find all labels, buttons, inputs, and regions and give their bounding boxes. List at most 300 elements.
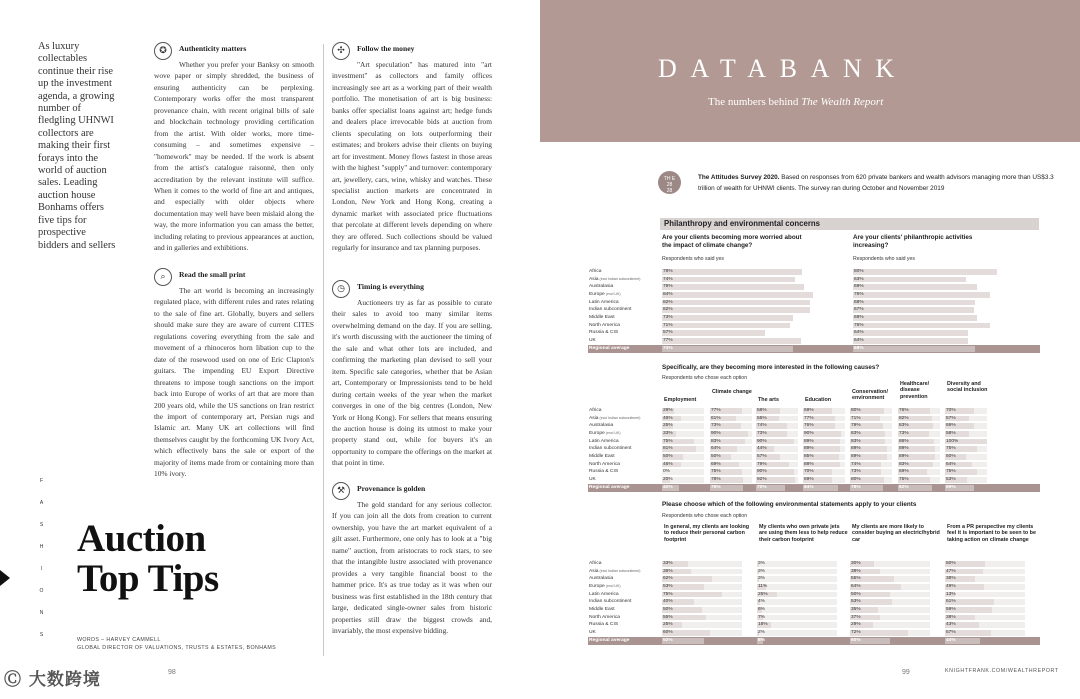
region-label	[589, 422, 613, 430]
cause-header: Education	[805, 397, 832, 403]
bar-value: 69%	[804, 477, 814, 483]
bar	[662, 338, 801, 344]
ribbon-icon: ✪	[154, 42, 172, 60]
bar-value: 55%	[663, 614, 673, 620]
cause-header: The arts	[758, 397, 779, 403]
page-title	[77, 519, 219, 599]
region-label	[589, 560, 602, 568]
bar-value: 69%	[899, 469, 909, 475]
bar-value: 3%	[758, 568, 765, 574]
average-value: 44%	[946, 638, 956, 644]
region-name: Asia	[589, 568, 599, 574]
average-value: 40%	[663, 485, 673, 491]
region-name: Middle East	[589, 607, 615, 613]
bar-value: 81%	[663, 446, 673, 452]
bar-value: 53%	[663, 584, 673, 590]
hammer-icon: ⚒	[332, 482, 350, 500]
bar-track	[757, 576, 837, 582]
region-label	[589, 430, 621, 438]
region-label	[589, 322, 620, 330]
bar-value: 30%	[851, 561, 861, 566]
bar	[853, 330, 968, 336]
bar-value: 70%	[804, 469, 814, 475]
tip-body: The gold standard for any serious collector. If you can join all the dots from creation to current ownership, you have the art market equivalent of a gilt asset. Furthermore, one only has to look at a "big name" auction, from aristocrats to rock stars, to see that the intangible lustre associated with provenance provides a very tangible financial boost to the hammer price. It's as true today as it was when our business was first established in the 18th century that large, dedicated single-owner sales from historic properties still draw the biggest crowds and, invariably, the most expensive bidding.	[332, 500, 492, 635]
column-divider	[323, 44, 324, 656]
section-label: F A S H I O N S	[39, 478, 45, 638]
bar-value: 37%	[851, 614, 861, 620]
region-label	[589, 614, 620, 622]
tip-timing	[332, 282, 492, 469]
section-header: Philanthropy and environmental concerns	[660, 218, 1039, 230]
average-value: 78%	[851, 485, 861, 491]
average-value: 50%	[851, 638, 861, 644]
region-label	[589, 306, 631, 314]
bar-value: 75%	[946, 446, 956, 452]
bar-value: 80%	[851, 477, 861, 483]
bar-value: 78%	[711, 477, 721, 483]
region-name: Europe	[589, 584, 605, 590]
bar-value: 73%	[851, 469, 861, 475]
bar-value: 69%	[854, 315, 864, 321]
bar-value: 86%	[899, 438, 909, 444]
tip-authenticity	[154, 44, 314, 254]
region-note: (excl Indian subcontinent)	[598, 568, 641, 573]
question-climate: Are your clients becoming more worried about the impact of climate change?	[662, 234, 802, 250]
bar-value: 64%	[946, 461, 956, 467]
banner-title: DATABANK	[658, 54, 908, 83]
credit-author: WORDS – HARVEY CAMMELL	[77, 637, 161, 643]
region-note: (excl Indian subcontinent)	[598, 415, 641, 420]
region-name: North America	[589, 322, 620, 328]
bar-value: 77%	[711, 408, 721, 413]
bar-value: 73%	[663, 315, 673, 321]
bar-value: 25%	[663, 622, 673, 628]
region-label	[589, 575, 613, 583]
region-name: Asia	[589, 276, 599, 282]
bar-value: 76%	[899, 408, 909, 413]
subtitle-plain: The numbers behind	[708, 96, 802, 108]
bar-value: 75%	[899, 477, 909, 483]
bar-value: 79%	[757, 461, 767, 467]
bar-value: 7%	[758, 614, 765, 620]
bar-value: 50%	[711, 454, 721, 460]
bar-value: 92%	[757, 477, 767, 483]
tip-title: Provenance is golden	[357, 484, 426, 493]
bar-value: 40%	[663, 599, 673, 605]
magnifier-icon: ⌕	[154, 268, 172, 286]
survey-text: Based on responses from 620 private bankers and wealth advisors managing more than US$3.3 trillion of wealth for UHNWI clients. The survey ran during October and November 2019	[698, 174, 1054, 192]
bar-value: 64%	[851, 584, 861, 590]
question-sub: Respondents who said yes	[662, 256, 724, 262]
cause-header: Healthcare/ disease prevention	[900, 381, 930, 400]
average-value: 78%	[711, 485, 721, 491]
region-label	[589, 629, 596, 637]
average-value: 73%	[663, 346, 673, 352]
bar-value: 75%	[946, 469, 956, 475]
right-page	[540, 0, 1080, 699]
bar-value: 64%	[854, 338, 864, 344]
average-label: Regional average	[589, 485, 630, 491]
bar-value: 89%	[851, 446, 861, 452]
bar-value: 83%	[851, 431, 861, 437]
bar-track	[757, 599, 837, 605]
bar	[853, 284, 977, 290]
bar-value: 46%	[663, 415, 673, 421]
bar-value: 58%	[757, 408, 767, 413]
compass-icon: ✣	[332, 42, 350, 60]
bar	[853, 269, 997, 275]
bar-value: 74%	[663, 276, 673, 282]
bar-value: 60%	[663, 630, 673, 636]
bar	[662, 330, 765, 336]
stopwatch-icon: ◷	[332, 280, 350, 298]
bar-value: 69%	[711, 461, 721, 467]
average-bar	[853, 346, 975, 352]
bar	[853, 338, 968, 344]
bar-value: 75%	[663, 438, 673, 444]
tip-body: The art world is becoming an increasingly regulated place, with different rules and rates relating to the sale of fine art. Globally, buyers and sellers should make sure they are aware of current CITES regulations covering everything from the sale and movement of a rhinoceros horn libation cup to the date of the rosewood used on one of Eric Clapton's guitars. The impending EU Export Directive threatens to impose tough sanctions on the import back into Europe of works of art that are more than 200 years old, while the US sanctions on Iran restrict the import of contemporary art, Persian rugs and Islamic art. Many UK art collections will find themselves caught by the forthcoming UK Ivory Act, which effectively bans the sale or export of the majority of items made from or containing more than 10% ivory.	[154, 286, 314, 479]
question-philanthropy: Are your clients' philanthropic activities increasing?	[853, 234, 973, 250]
watermark: Ⓒ 大数跨境	[4, 670, 101, 690]
bar-value: 63%	[854, 276, 864, 282]
region-name: Africa	[589, 561, 602, 566]
question-sub: Respondents who said yes	[853, 256, 915, 262]
bar-value: 83%	[899, 461, 909, 467]
region-name: Indian subcontinent	[589, 307, 632, 313]
bar-value: 79%	[851, 423, 861, 429]
bar-value: 89%	[851, 454, 861, 460]
bar-value: 82%	[899, 415, 909, 421]
survey-title: The Attitudes Survey 2020.	[698, 174, 780, 181]
bar-value: 38%	[946, 576, 956, 582]
bar-value: 55%	[851, 576, 861, 582]
tip-body: "Art speculation" has matured into "art investment" as collectors and family offices increasingly see art as a working part of their wealth portfolio. The monetisation of art is big business: banks offer specialist loans against art; hedge funds and dealers place irrevocable bids at auction from clients speculating on lots outperforming their estimates; and brokers advise their clients on buying art for investment. Money flows fastest in those areas with the highest "supply" and turnover: contemporary art, jewellery, cars, wine, whisky and watches. These specialist auction markets are concentrated in London, New York and Hong Kong, creating a dynamic market with associated price fluctuations that percolate at different levels depending on where they are offered. Such collections should be valued regularly for insurance and tax planning purposes.	[332, 60, 492, 253]
bar-value: 57%	[663, 330, 673, 336]
region-name: Australasia	[589, 284, 614, 290]
bar-value: 18%	[758, 622, 768, 628]
bar-value: 90%	[757, 438, 767, 444]
bar	[662, 277, 795, 283]
bar-value: 33%	[663, 431, 673, 437]
bar-value: 6%	[758, 607, 765, 613]
bar-value: 57%	[946, 415, 956, 421]
bar-value: 74%	[851, 461, 861, 467]
bar-value: 89%	[804, 438, 814, 444]
bar-value: 29%	[663, 408, 673, 413]
region-label	[589, 568, 640, 576]
region-name: UK	[589, 630, 596, 636]
region-name: Asia	[589, 415, 599, 421]
bar-value: 58%	[946, 431, 956, 437]
statement-header: From a PR perspective my clients feel it is important to be seen to be taking action on climate change	[947, 524, 1036, 543]
region-label	[589, 329, 618, 337]
bar-value: 38%	[851, 568, 861, 574]
bar-value: 83%	[711, 438, 721, 444]
banner-subtitle	[708, 96, 883, 108]
region-name: Latin America	[589, 591, 619, 597]
bar-value: 62%	[663, 576, 673, 582]
bar-value: 77%	[804, 415, 814, 421]
bar-track	[945, 592, 1025, 598]
credit	[77, 636, 276, 652]
bar-value: 50%	[851, 591, 861, 597]
bar-value: 73%	[757, 431, 767, 437]
region-label	[589, 591, 619, 599]
bar-value: 3%	[758, 561, 765, 566]
bar-value: 73%	[711, 423, 721, 429]
bar-value: 71%	[851, 415, 861, 421]
bar-value: 89%	[899, 454, 909, 460]
region-label	[589, 415, 640, 423]
bar-value: 76%	[804, 423, 814, 429]
bar-track	[757, 584, 837, 590]
region-label	[589, 606, 615, 614]
bar	[662, 284, 804, 290]
region-name: Australasia	[589, 423, 614, 429]
tip-title: Authenticity matters	[179, 44, 247, 53]
tip-small-print	[154, 270, 314, 480]
bar	[853, 300, 975, 306]
bar	[853, 307, 974, 313]
region-name: Europe	[589, 292, 605, 298]
region-label	[589, 453, 615, 461]
question-sub: Respondents who chose each option	[662, 513, 748, 519]
cause-header: Conservation/ environment	[852, 389, 888, 402]
bar-value: 76%	[854, 322, 864, 328]
bar-value: 38%	[946, 614, 956, 620]
average-value: 82%	[899, 485, 909, 491]
statement-header: My clients who own private jets are using them less to help reduce their carbon footprint	[759, 524, 848, 543]
average-value: 8%	[758, 638, 765, 644]
page-number: 99	[902, 669, 910, 676]
bar	[662, 300, 810, 306]
region-label	[589, 438, 619, 446]
bar-value: 53%	[851, 599, 861, 605]
cause-header: Diversity and social inclusion	[947, 381, 988, 394]
survey-description	[698, 173, 1068, 194]
region-label	[589, 583, 621, 591]
bar-value: 69%	[854, 284, 864, 290]
bar-value: 59%	[946, 607, 956, 613]
region-name: Russia & CIS	[589, 469, 619, 475]
average-value: 52%	[663, 638, 673, 644]
region-name: Russia & CIS	[589, 330, 619, 336]
region-label	[589, 468, 618, 476]
region-label	[589, 283, 613, 291]
region-name: Russia & CIS	[589, 622, 619, 628]
region-name: North America	[589, 461, 620, 467]
bar	[853, 315, 977, 321]
bar	[662, 315, 793, 321]
title-line: Auction	[77, 517, 206, 560]
bar-value: 84%	[663, 292, 673, 298]
region-note: (excl UK)	[604, 584, 621, 589]
question-sub: Respondents who chose each option	[662, 375, 748, 381]
bar-value: 69%	[946, 423, 956, 429]
credit-role: GLOBAL DIRECTOR OF VALUATIONS, TRUSTS & ESTATES, BONHAMS	[77, 645, 277, 651]
tip-title: Follow the money	[357, 44, 415, 53]
region-name: Latin America	[589, 438, 619, 444]
bar-value: 89%	[804, 446, 814, 452]
bar-value: 82%	[663, 299, 673, 305]
bar-value: 25%	[663, 423, 673, 429]
bar-value: 53%	[946, 477, 956, 483]
bar-value: 61%	[711, 415, 721, 421]
bar-value: 25%	[758, 591, 768, 597]
bar-track	[757, 607, 837, 613]
bar-value: 50%	[663, 454, 673, 460]
bar-value: 43%	[946, 622, 956, 628]
region-label	[589, 314, 615, 322]
average-value: 70%	[757, 485, 767, 491]
bar-value: 3%	[758, 576, 765, 582]
region-label	[589, 291, 621, 299]
tip-body: Auctioneers try as far as possible to curate their sales to avoid too many similar items overwhelming demand on the day. If you are selling, it's worth discussing with the auctioneer the timing of the sale and what other lots are included, and confirming the marketing plan devised to sell your item. Specific sale categories, whether that be Asian art, Contemporary or Impressionists tend to be held during certain weeks of the year when the market converges in one of the big centres (London, New York or Hong Kong). For sellers that means ensuring the auction house is doing its utmost to make your property stand out, while for buyers it's an opportunity to compare the offerings on the market at that point in time.	[332, 298, 492, 468]
page-number: 98	[168, 669, 176, 676]
region-name: Indian subcontinent	[589, 446, 632, 452]
bar-value: 77%	[663, 338, 673, 344]
tip-title: Read the small print	[179, 270, 246, 279]
region-label	[589, 461, 620, 469]
region-label	[589, 407, 602, 415]
survey-badge	[658, 171, 681, 194]
region-label	[589, 476, 596, 484]
bar-track	[757, 561, 837, 567]
cause-header: Climate change	[712, 389, 752, 395]
region-name: Africa	[589, 269, 602, 274]
databank-banner	[540, 0, 1080, 142]
bar-value: 0%	[663, 469, 670, 475]
bar-value: 73%	[899, 431, 909, 437]
bar-value: 44%	[757, 446, 767, 452]
tip-provenance	[332, 484, 492, 636]
bar-value: 100%	[946, 438, 959, 444]
bar-value: 61%	[946, 599, 956, 605]
bar-track	[757, 615, 837, 621]
arrow-icon	[0, 570, 10, 586]
bar-value: 46%	[663, 461, 673, 467]
bar-value: 80%	[851, 408, 861, 413]
question-causes: Specifically, are they becoming more interested in the following causes?	[662, 364, 880, 371]
average-value: 69%	[946, 485, 956, 491]
bar-value: 50%	[663, 607, 673, 613]
region-name: Latin America	[589, 299, 619, 305]
region-label	[589, 598, 631, 606]
bar-value: 75%	[663, 591, 673, 597]
region-note: (excl UK)	[604, 431, 621, 436]
bar-value: 36%	[663, 568, 673, 574]
region-name: Australasia	[589, 576, 614, 582]
bar-value: 83%	[851, 438, 861, 444]
bar-value: 50%	[946, 454, 956, 460]
bar-value: 50%	[946, 561, 956, 566]
bar-value: 90%	[711, 431, 721, 437]
region-note: (excl Indian subcontinent)	[598, 276, 641, 281]
average-bar	[662, 346, 793, 352]
average-label: Regional average	[589, 346, 630, 352]
bar-value: 72%	[851, 630, 861, 636]
bar-value: 4%	[758, 599, 765, 605]
bar-value: 11%	[758, 584, 768, 590]
region-label	[589, 268, 602, 276]
bar-value: 57%	[946, 630, 956, 636]
bar	[853, 292, 990, 298]
bar-value: 69%	[804, 408, 814, 413]
bar-value: 33%	[663, 561, 673, 566]
bar-value: 64%	[711, 446, 721, 452]
region-label	[589, 299, 619, 307]
bar-value: 35%	[851, 607, 861, 613]
cause-header: Employment	[664, 397, 697, 403]
bar-value: 68%	[854, 299, 864, 305]
bar-value: 47%	[946, 568, 956, 574]
tip-body: Whether you prefer your Banksy on smooth wove paper or simply shredded, the business of ensuring authenticity can be perplexing. Contemporary works offer the most transparent provenance chain, with recent original bills of sale and blockchain technology providing certification from the artist. With older works, more time-consuming – and sometimes expensive – "homework" may be needed. If the work is absent from the artist's catalogue raisonné, then only accreditation by the relevant institute will suffice. When it comes to the world of fine art and antiques, and especially with older objects where documentation may well have been mislaid along the way, the more information you can amass the better, including relating to previous appearances at auction, and in galleries and exhibitions.	[154, 60, 314, 253]
statement-header: In general, my clients are looking to reduce their personal carbon footprint	[664, 524, 750, 543]
bar	[662, 269, 802, 275]
bar-value: 89%	[899, 446, 909, 452]
region-label	[589, 445, 631, 453]
region-label	[589, 276, 640, 284]
bar	[853, 277, 966, 283]
bar-value: 83%	[899, 423, 909, 429]
bar-value: 57%	[757, 454, 767, 460]
region-name: Middle East	[589, 454, 615, 460]
region-name: UK	[589, 338, 596, 344]
region-name: UK	[589, 477, 596, 483]
question-statements: Please choose which of the following environmental statements apply to your clients	[662, 501, 917, 508]
bar-value: 74%	[757, 423, 767, 429]
region-name: Africa	[589, 408, 602, 413]
region-name: Middle East	[589, 315, 615, 321]
region-name: Europe	[589, 431, 605, 437]
bar-value: 67%	[854, 307, 864, 313]
bar-value: 49%	[946, 584, 956, 590]
bar-value: 70%	[946, 408, 956, 413]
average-value: 84%	[804, 485, 814, 491]
bar-track	[757, 630, 837, 636]
footer-url: KNIGHTFRANK.COM/WEALTHREPORT	[945, 668, 1059, 674]
bar-value: 88%	[804, 461, 814, 467]
bar	[662, 292, 813, 298]
bar-value: 90%	[804, 431, 814, 437]
bar-value: 20%	[663, 477, 673, 483]
badge-text: TH E 28 28	[663, 176, 676, 194]
title-line: Top Tips	[77, 557, 219, 600]
bar-value: 90%	[757, 469, 767, 475]
bar-value: 79%	[663, 284, 673, 290]
bar-value: 71%	[663, 322, 673, 328]
region-label	[589, 621, 618, 629]
bar-value: 80%	[854, 269, 864, 274]
bar-value: 82%	[663, 307, 673, 313]
tip-follow-money	[332, 44, 492, 254]
tip-title: Timing is everything	[357, 282, 424, 291]
bar-value: 13%	[946, 591, 956, 597]
bar-track	[757, 569, 837, 575]
bar	[662, 323, 790, 329]
bar-value: 29%	[851, 622, 861, 628]
intro-text: As luxury collectables continue their rise up the investment agenda, a growing number of fledgling UHNWI collectors are making their first forays into the world of auction sales. Leading auction house Bonhams offers five tips for prospective bidders and sellers	[38, 41, 116, 251]
bar	[853, 323, 990, 329]
average-label: Regional average	[589, 638, 630, 644]
region-note: (excl UK)	[604, 292, 621, 297]
subtitle-italic: The Wealth Report	[801, 96, 884, 108]
region-label	[589, 337, 596, 345]
bar-value: 2%	[758, 630, 765, 636]
statement-header: My clients are more likely to consider buying an electric/hybrid car	[852, 524, 940, 543]
bar-value: 85%	[804, 454, 814, 460]
region-name: North America	[589, 614, 620, 620]
